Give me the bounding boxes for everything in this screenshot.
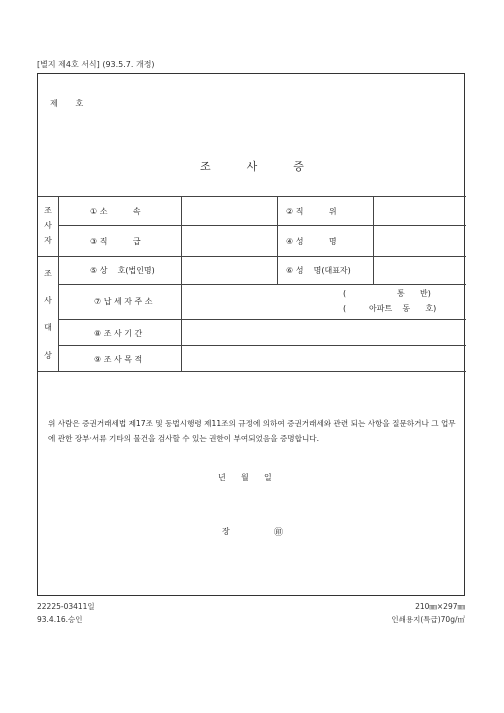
address-line-1: ( 통 반) <box>343 289 431 298</box>
purpose-label: ⑨ 조 사 목 적 <box>94 355 143 364</box>
target-side-3: 대 <box>44 323 52 332</box>
target-side-4: 상 <box>44 351 52 360</box>
investigator-side-1: 조 <box>44 206 52 215</box>
address-line-2: ( 아파트 동 호) <box>343 304 437 313</box>
rep-name-label: ⑥ 성 명(대표자) <box>286 266 351 275</box>
form-label: [별지 제4호 서식] (93.5.7. 개정) <box>37 60 155 69</box>
rank-label: ③ 직 급 <box>90 237 141 246</box>
footer-code: 22225-03411일 <box>37 602 95 611</box>
issuer-line: 장 <box>222 527 230 536</box>
footer-approval: 93.4.16.승인 <box>37 615 83 624</box>
target-side-2: 사 <box>44 296 52 305</box>
footer-size: 210㎜×297㎜ <box>415 602 465 611</box>
name-label: ④ 성 명 <box>286 237 337 246</box>
seal-mark: ㊞ <box>274 528 284 538</box>
footer-paper: 인쇄용지(특급)70g/㎡ <box>391 615 465 624</box>
number-label: 제 호 <box>50 99 84 108</box>
business-name-label: ⑤ 상 호(법인명) <box>90 266 155 275</box>
statement-text: 위 사람은 증권거래세법 제17조 및 동법시행령 제11조의 규정에 의하여 증권거래세와 관련 되는 사항을 질문하거나 그 업무에 관한 장부·서류 기타의 물건을 검사할 수 있는 권한이 부여되었음을 증명합니다. <box>48 419 456 443</box>
target-side-1: 조 <box>44 269 52 278</box>
address-label: ⑦ 납 세 자 주 소 <box>94 297 153 306</box>
investigator-side-2: 사 <box>44 221 52 230</box>
form-title: 조사증 <box>200 160 340 173</box>
position-label: ② 직 위 <box>286 207 337 216</box>
investigator-side-3: 자 <box>44 236 52 245</box>
form-frame <box>37 73 465 596</box>
date-line: 년 월 일 <box>218 473 272 482</box>
affiliation-label: ① 소 속 <box>90 207 141 216</box>
period-label: ⑧ 조 사 기 간 <box>94 329 143 338</box>
